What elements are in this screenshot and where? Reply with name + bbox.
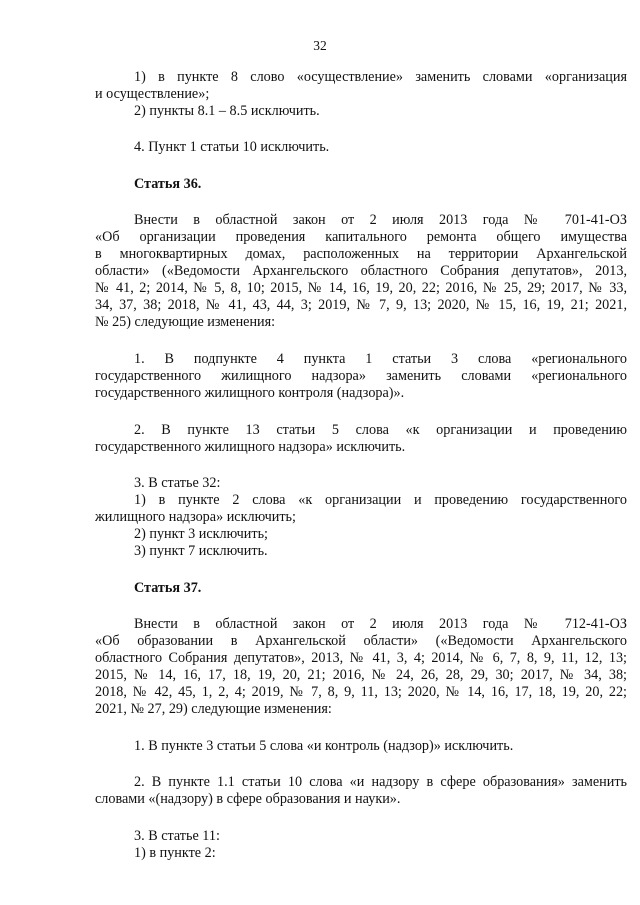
article-heading: Статья 37. <box>134 580 202 596</box>
text-line: государственного жилищного контроля (надзора)». <box>95 385 405 401</box>
text-line: 2) пункты 8.1 – 8.5 исключить. <box>134 103 320 119</box>
text-line: Внести в областной закон от 2 июля 2013 года № 712-41-ОЗ <box>134 616 627 632</box>
text-line: 3) пункт 7 исключить. <box>134 543 268 559</box>
page-number: 32 <box>313 38 327 53</box>
text-line: словами «(надзору) в сфере образования и науки». <box>95 791 401 807</box>
text-line: 2. В пункте 1.1 статьи 10 слова «и надзору в сфере образования» заменить <box>134 774 627 790</box>
text-line: «Об образовании в Архангельской области» («Ведомости Архангельского <box>95 633 627 649</box>
text-line: и осуществление»; <box>95 86 210 102</box>
text-line: № 25) следующие изменения: <box>95 314 276 330</box>
text-line: жилищного надзора» исключить; <box>95 509 296 525</box>
text-line: 1) в пункте 8 слово «осуществление» заменить словами «организация <box>134 69 627 85</box>
text-line: государственного жилищного надзора» исключить. <box>95 439 406 455</box>
text-line: 1) в пункте 2 слова «к организации и проведению государственного <box>134 492 627 508</box>
text-line: 2) пункт 3 исключить; <box>134 526 268 542</box>
text-line: 3. В статье 32: <box>134 475 221 491</box>
article-heading: Статья 36. <box>134 176 202 192</box>
text-line: 2. В пункте 13 статьи 5 слова «к организации и проведению <box>134 422 627 438</box>
text-line: 4. Пункт 1 статьи 10 исключить. <box>134 139 330 155</box>
text-line: 1) в пункте 2: <box>134 845 216 861</box>
text-line: 2021, № 27, 29) следующие изменения: <box>95 701 332 717</box>
text-line: Внести в областной закон от 2 июля 2013 года № 701-41-ОЗ <box>134 212 627 228</box>
text-line: 1. В подпункте 4 пункта 1 статьи 3 слова «регионального <box>134 351 627 367</box>
text-line: № 41, 2; 2014, № 5, 8, 10; 2015, № 14, 16, 19, 20, 22; 2016, № 25, 29; 2017, № 33, <box>95 280 627 296</box>
text-line: государственного жилищного надзора» заменить словами «регионального <box>95 368 627 384</box>
text-line: 1. В пункте 3 статьи 5 слова «и контроль (надзор)» исключить. <box>134 738 514 754</box>
text-line: 2018, № 42, 45, 1, 2, 4; 2019, № 7, 8, 9, 11, 13; 2020, № 14, 16, 17, 18, 19, 20, 22; <box>95 684 627 700</box>
text-line: 34, 37, 38; 2018, № 41, 43, 44, 3; 2019, № 7, 9, 13; 2020, № 15, 16, 19, 21; 2021, <box>95 297 627 313</box>
text-line: 2015, № 14, 16, 17, 18, 19, 20, 21; 2016, № 24, 26, 28, 29, 30; 2017, № 34, 38; <box>95 667 627 683</box>
text-line: областного Собрания депутатов», 2013, № 41, 3, 4; 2014, № 6, 7, 8, 9, 11, 12, 13; <box>95 650 627 666</box>
text-line: области» («Ведомости Архангельского областного Собрания депутатов», 2013, <box>95 263 627 279</box>
text-line: в многоквартирных домах, расположенных на территории Архангельской <box>95 246 627 262</box>
text-line: 3. В статье 11: <box>134 828 220 844</box>
text-line: «Об организации проведения капитального ремонта общего имущества <box>95 229 627 245</box>
